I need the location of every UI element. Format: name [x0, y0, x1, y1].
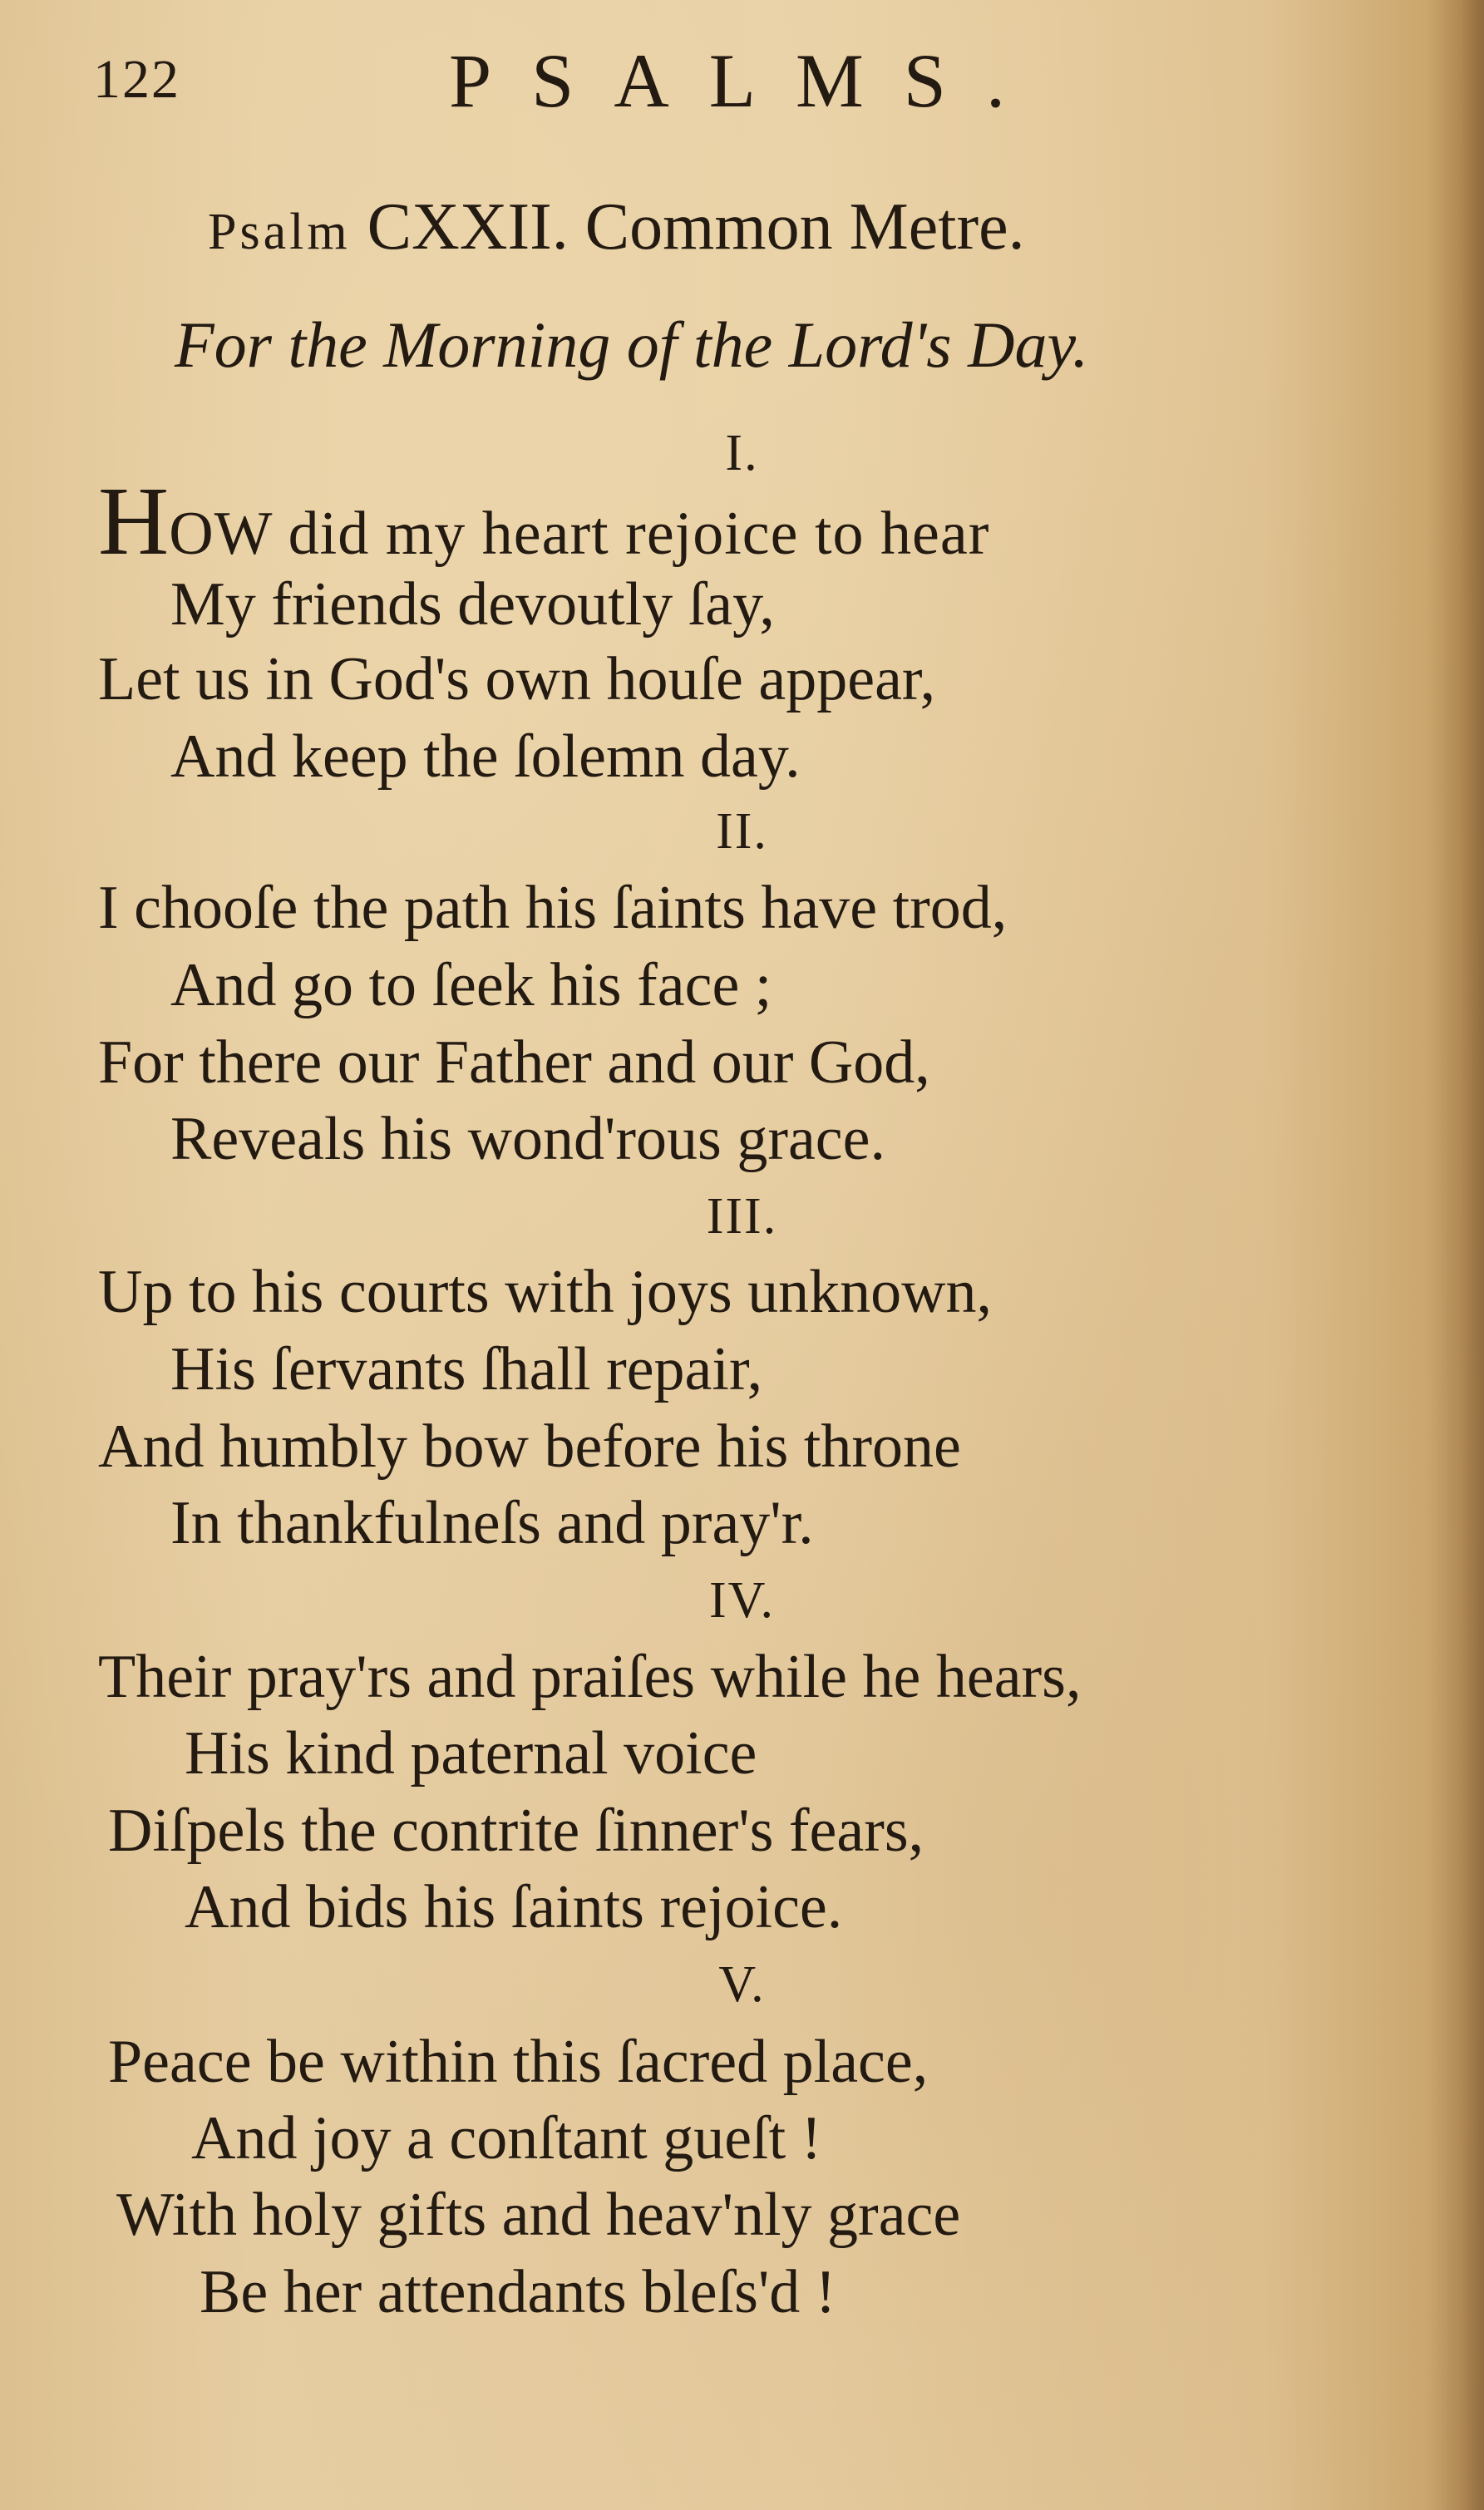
verse-number: IV. — [709, 1572, 775, 1629]
psalm-title-rest: CXXII. Common Metre. — [367, 190, 1025, 264]
verse-line: Peace be within this ſacred place, — [108, 2028, 929, 2096]
verse-line: Their pray'rs and praiſes while he hears, — [98, 1643, 1082, 1711]
verse-line: Diſpels the contrite ſinner's fears, — [108, 1797, 924, 1865]
verse-line: And humbly bow before his throne — [98, 1413, 961, 1481]
psalm-subtitle: For the Morning of the Lord's Day. — [175, 308, 1089, 381]
verse-line: My friends devoutly ſay, — [170, 570, 775, 639]
page-number: 122 — [93, 49, 180, 110]
verse-line: And bids his ſaints rejoice. — [185, 1873, 843, 1941]
verse-line: Reveals his wond'rous grace. — [170, 1105, 885, 1173]
verse-number: I. — [725, 425, 759, 481]
verse-line: His kind paternal voice — [185, 1719, 757, 1788]
verse-line: Let us in God's own houſe appear, — [98, 645, 936, 713]
verse-line: Up to his courts with joys unknown, — [98, 1258, 993, 1326]
psalm-title-prefix: Psalm — [208, 204, 351, 260]
page-header — [0, 25, 1484, 133]
verse-line: His ſervants ſhall repair, — [170, 1335, 763, 1403]
verse-line: In thankfulneſs and pray'r. — [170, 1489, 814, 1557]
page-edge-shadow — [1426, 0, 1484, 2510]
first-line-rest: OW did my heart rejoice to hear — [169, 500, 990, 568]
verse-line: For there our Father and our God, — [98, 1028, 930, 1097]
verse-number: II. — [716, 803, 768, 860]
verse-number: III. — [706, 1188, 778, 1245]
verse-line: Be her attendants bleſs'd ! — [200, 2258, 836, 2326]
verse-line: And go to ſeek his face ; — [170, 951, 772, 1019]
drop-cap: H — [98, 466, 170, 575]
psalm-title — [208, 190, 1025, 265]
verse-line: And joy a conſtant gueſt ! — [191, 2104, 822, 2172]
verse-line: With holy gifts and heav'nly grace — [116, 2181, 961, 2249]
verse-number: V. — [718, 1956, 766, 2013]
running-head: PSALMS. — [449, 38, 1045, 123]
verse-line: And keep the ſolemn day. — [170, 722, 801, 791]
verse-line: I chooſe the path his ſaints have trod, — [98, 874, 1008, 942]
verse-line — [98, 466, 990, 575]
